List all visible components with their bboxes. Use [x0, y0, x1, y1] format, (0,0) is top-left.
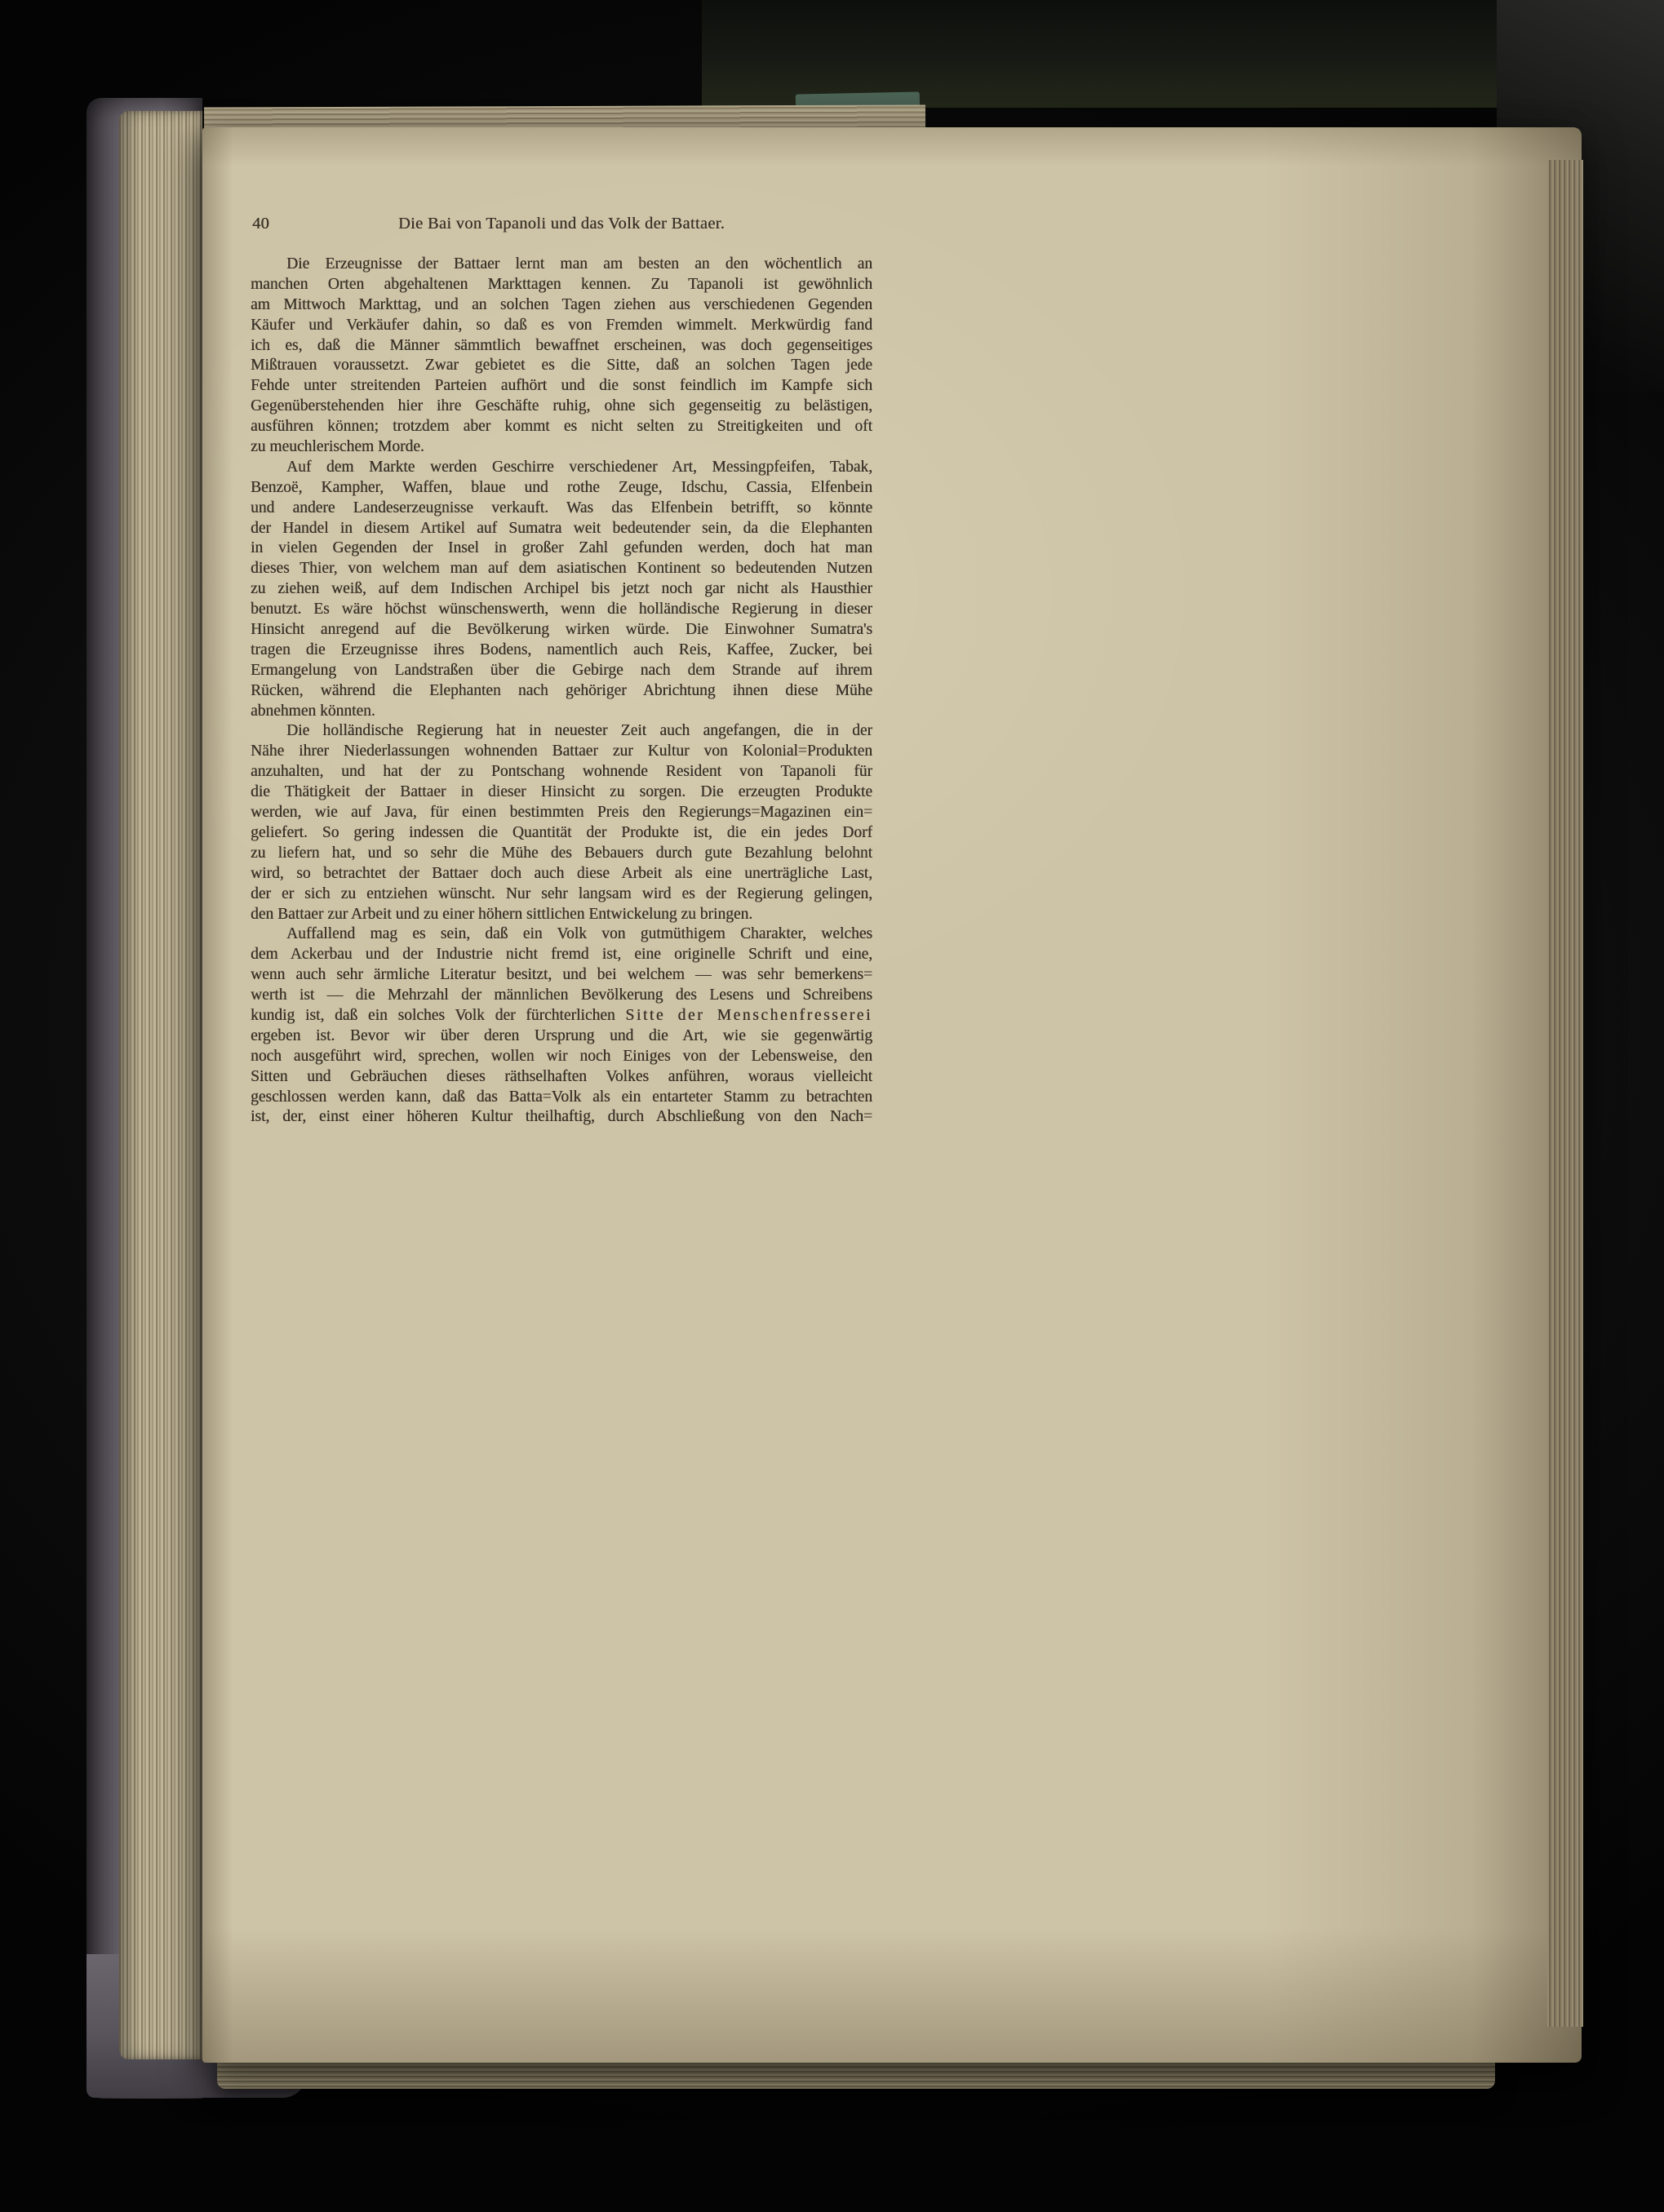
emphasized-text: Sitte der Menschenfresserei	[625, 1006, 872, 1024]
text-line: ausführen können; trotzdem aber kommt es nicht selten zu Streitigkeiten und oft	[251, 418, 872, 436]
text-line: Gegenüberstehenden hier ihre Geschäfte ruhig, ohne sich gegenseitig zu belästigen,	[251, 397, 872, 415]
text-line: manchen Orten abgehaltenen Markttagen kennen. Zu Tapanoli ist gewöhnlich	[251, 275, 872, 293]
page-edges-right	[1547, 160, 1583, 2027]
text-line: Ermangelung von Landstraßen über die Gebirge nach dem Strande auf ihrem	[251, 661, 872, 679]
text-line: am Mittwoch Markttag, und an solchen Tagen ziehen aus verschiedenen Gegenden	[251, 295, 872, 313]
text-line: wird, so betrachtet der Battaer doch auch diese Arbeit als eine unerträgliche Last,	[251, 864, 872, 882]
text-line: zu liefern hat, und so sehr die Mühe des Bebauers durch gute Bezahlung belohnt	[251, 844, 872, 862]
text-line: geliefert. So gering indessen die Quantität der Produkte ist, die ein jedes Dorf	[251, 823, 872, 841]
text-line: in vielen Gegenden der Insel in großer Zahl gefunden werden, doch hat man	[251, 539, 872, 557]
text-line: dem Ackerbau und der Industrie nicht fremd ist, eine originelle Schrift und eine,	[251, 946, 872, 964]
text-line: Käufer und Verkäufer dahin, so daß es von Fremden wimmelt. Merkwürdig fand	[251, 316, 872, 334]
text-line: benutzt. Es wäre höchst wünschenswerth, wenn die holländische Regierung in dieser	[251, 601, 872, 618]
text-line: den Battaer zur Arbeit und zu einer höhern sittlichen Entwickelung zu bringen.	[251, 905, 753, 923]
text-line: Nähe ihrer Niederlassungen wohnenden Battaer zur Kultur von Kolonial=Produkten	[251, 743, 872, 760]
text-line: Rücken, während die Elephanten nach gehöriger Abrichtung ihnen diese Mühe	[251, 681, 872, 699]
text-line: der Handel in diesem Artikel auf Sumatra weit bedeutender sein, da die Elephanten	[251, 519, 872, 537]
text-line: Die Erzeugnisse der Battaer lernt man am besten an den wöchentlich an	[286, 255, 872, 273]
text-line: Hinsicht anregend auf die Bevölkerung wirken würde. Die Einwohner Sumatra's	[251, 621, 872, 639]
text-line: abnehmen könnten.	[251, 702, 375, 720]
text-line: die Thätigkeit der Battaer in dieser Hinsicht zu sorgen. Die erzeugten Produkte	[251, 783, 872, 801]
text-block	[251, 255, 872, 1128]
text-line: ist, der, einst einer höheren Kultur theilhaftig, durch Abschließung von den Nach=	[251, 1108, 872, 1126]
text-line: Auffallend mag es sein, daß ein Volk von gutmüthigem Charakter, welches	[286, 925, 872, 943]
text-line: wenn auch sehr ärmliche Literatur besitzt, und bei welchem — was sehr bemerkens=	[251, 966, 872, 984]
text-line: Benzoë, Kampher, Waffen, blaue und rothe Zeuge, Idschu, Cassia, Elfenbein	[251, 478, 872, 496]
text-line: Auf dem Markte werden Geschirre verschiedener Art, Messingpfeifen, Tabak,	[286, 458, 872, 476]
text-line: dieses Thier, von welchem man auf dem asiatischen Kontinent so bedeutenden Nutzen	[251, 560, 872, 578]
page-edges-bottom	[217, 2059, 1495, 2089]
text-line: noch ausgeführt wird, sprechen, wollen wir noch Einiges von der Lebensweise, den	[251, 1047, 872, 1065]
text-line: der er sich zu entziehen wünscht. Nur sehr langsam wird es der Regierung gelingen,	[251, 884, 872, 902]
text-line: Sitten und Gebräuchen dieses räthselhaften Volkes anführen, woraus vielleicht	[251, 1067, 872, 1085]
text-line: anzuhalten, und hat der zu Pontschang wohnende Resident von Tapanoli für	[251, 763, 872, 781]
text-line: werth ist — die Mehrzahl der männlichen Bevölkerung des Lesens und Schreibens	[251, 986, 872, 1004]
text-line	[251, 1006, 872, 1026]
text-line: Mißtrauen voraussetzt. Zwar gebietet es die Sitte, daß an solchen Tagen jede	[251, 357, 872, 375]
page-edges-left	[119, 111, 202, 2059]
running-title: Die Bai von Tapanoli und das Volk der Battaer.	[397, 215, 726, 233]
page-edges-top	[204, 104, 925, 130]
text-line: zu meuchlerischem Morde.	[251, 438, 424, 456]
text-fragment: kundig ist, daß ein solches Volk der fürchterlichen	[251, 1006, 626, 1024]
text-line: ergeben ist. Bevor wir über deren Ursprung und die Art, wie sie gegenwärtig	[251, 1026, 872, 1044]
text-line: geschlossen werden kann, daß das Batta=Volk als ein entarteter Stamm zu betrachten	[251, 1088, 872, 1106]
text-line: tragen die Erzeugnisse ihres Bodens, namentlich auch Reis, Kaffee, Zucker, bei	[251, 641, 872, 658]
page-header	[251, 212, 872, 235]
text-line: Die holländische Regierung hat in neuester Zeit auch angefangen, die in der	[286, 722, 872, 740]
text-line: zu ziehen weiß, auf dem Indischen Archipel bis jetzt noch gar nicht als Hausthier	[251, 580, 872, 598]
page-number: 40	[252, 215, 270, 233]
text-line: werden, wie auf Java, für einen bestimmten Preis den Regierungs=Magazinen ein=	[251, 804, 872, 822]
book-page	[202, 127, 1582, 2063]
text-line: und andere Landeserzeugnisse verkauft. Was das Elfenbein betrifft, so könnte	[251, 499, 872, 516]
text-line: ich es, daß die Männer sämmtlich bewaffnet erscheinen, was doch gegenseitiges	[251, 336, 872, 354]
text-line: Fehde unter streitenden Parteien aufhört und die sonst feindlich im Kampfe sich	[251, 377, 872, 395]
